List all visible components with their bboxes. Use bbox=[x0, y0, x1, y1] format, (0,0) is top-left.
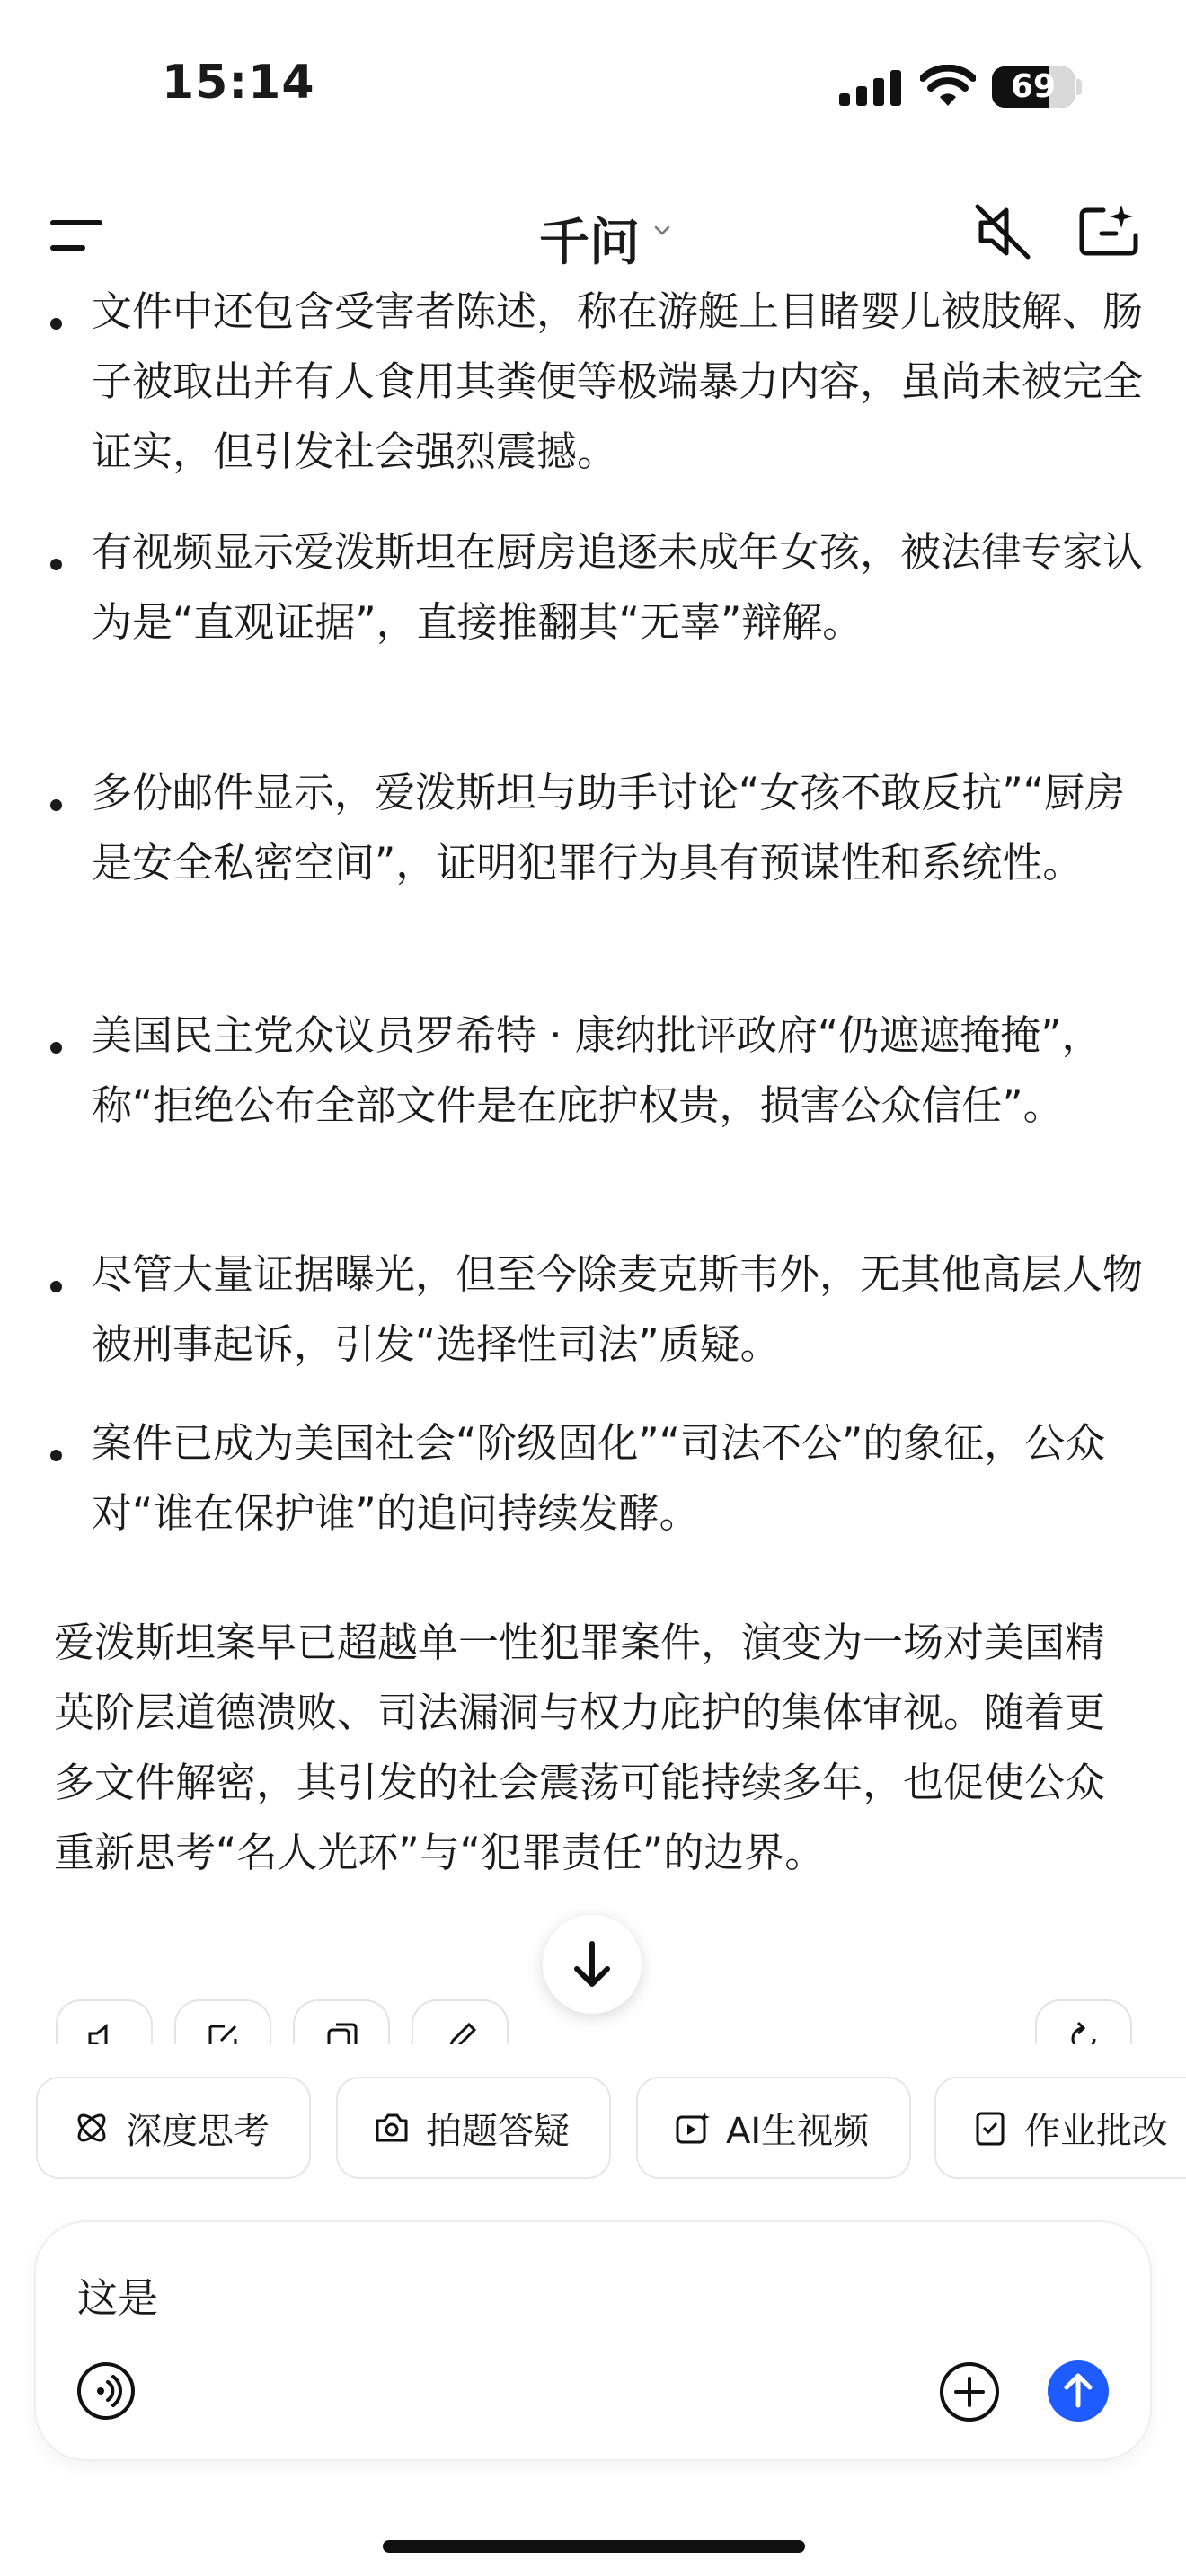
bullet-text: 有视频显示爱泼斯坦在厨房追逐未成年女孩，被法律专家认为是“直观证据”，直接推翻其“无辜”辩解。 bbox=[92, 528, 1144, 646]
homework-icon bbox=[970, 2108, 1010, 2148]
action-bar-mask bbox=[0, 2044, 1186, 2062]
speaker-muted-icon[interactable] bbox=[972, 201, 1033, 262]
bullet-text: 案件已成为美国社会“阶级固化”“司法不公”的象征，公众对“谁在保护谁”的追问持续发酵。 bbox=[92, 1419, 1106, 1537]
arrow-up-icon bbox=[1048, 2360, 1109, 2422]
chip-ai-video[interactable] bbox=[636, 2077, 911, 2179]
summary-paragraph: 爱泼斯坦案早已超越单一性犯罪案件，演变为一场对美国精英阶层道德溃败、司法漏洞与权力庇护的集体审视。随着更多文件解密，其引发的社会震荡可能持续多年，也促使公众重新思考“名人光环”与“犯罪责任”的边界。 bbox=[54, 1619, 1106, 1876]
scroll-to-bottom-button[interactable] bbox=[543, 1915, 642, 2014]
menu-icon[interactable] bbox=[50, 217, 102, 253]
bullet-text: 尽管大量证据曝光，但至今除麦克斯韦外，无其他高层人物被刑事起诉，引发“选择性司法”质疑。 bbox=[92, 1250, 1144, 1368]
battery-icon bbox=[992, 66, 1075, 108]
cellular-signal-icon bbox=[839, 70, 902, 106]
chat-input[interactable]: 这是 bbox=[77, 2274, 159, 2322]
arrow-down-icon bbox=[543, 1915, 642, 2014]
chip-photo-question[interactable] bbox=[336, 2077, 611, 2179]
atom-icon bbox=[72, 2108, 111, 2148]
chip-label: AI生视频 bbox=[726, 2110, 870, 2152]
bullet-text: 美国民主党众议员罗希特 · 康纳批评政府“仍遮遮掩掩”，称“拒绝公布全部文件是在庇护权贵，损害公众信任”。 bbox=[92, 1011, 1102, 1129]
add-attachment-icon[interactable] bbox=[938, 2360, 1001, 2423]
new-chat-sparkle-icon[interactable] bbox=[1076, 199, 1141, 264]
camera-icon bbox=[372, 2108, 412, 2148]
chevron-down-icon[interactable] bbox=[652, 221, 672, 241]
status-time: 15:14 bbox=[162, 56, 315, 110]
bullet-text: 多份邮件显示，爱泼斯坦与助手讨论“女孩不敢反抗”“厨房是安全私密空间”，证明犯罪行为具有预谋性和系统性。 bbox=[92, 769, 1125, 887]
home-indicator bbox=[383, 2540, 805, 2553]
app-title[interactable]: 千问 bbox=[539, 214, 640, 272]
battery-level: 69 bbox=[1010, 68, 1057, 105]
chat-input-card[interactable] bbox=[36, 2222, 1150, 2459]
send-button[interactable] bbox=[1048, 2360, 1109, 2422]
chip-label: 作业批改 bbox=[1024, 2110, 1168, 2152]
chip-label: 拍题答疑 bbox=[426, 2110, 570, 2152]
battery-cap bbox=[1076, 79, 1082, 95]
wifi-icon bbox=[920, 65, 976, 108]
chip-homework-grading[interactable] bbox=[934, 2077, 1186, 2179]
chip-label: 深度思考 bbox=[126, 2110, 270, 2152]
chip-deep-thinking[interactable] bbox=[36, 2077, 311, 2179]
voice-input-icon[interactable] bbox=[75, 2360, 137, 2422]
bullet-text: 文件中还包含受害者陈述，称在游艇上目睹婴儿被肢解、肠子被取出并有人食用其粪便等极端暴力内容，虽尚未被完全证实，但引发社会强烈震撼。 bbox=[92, 287, 1144, 475]
video-plus-icon bbox=[672, 2108, 712, 2148]
